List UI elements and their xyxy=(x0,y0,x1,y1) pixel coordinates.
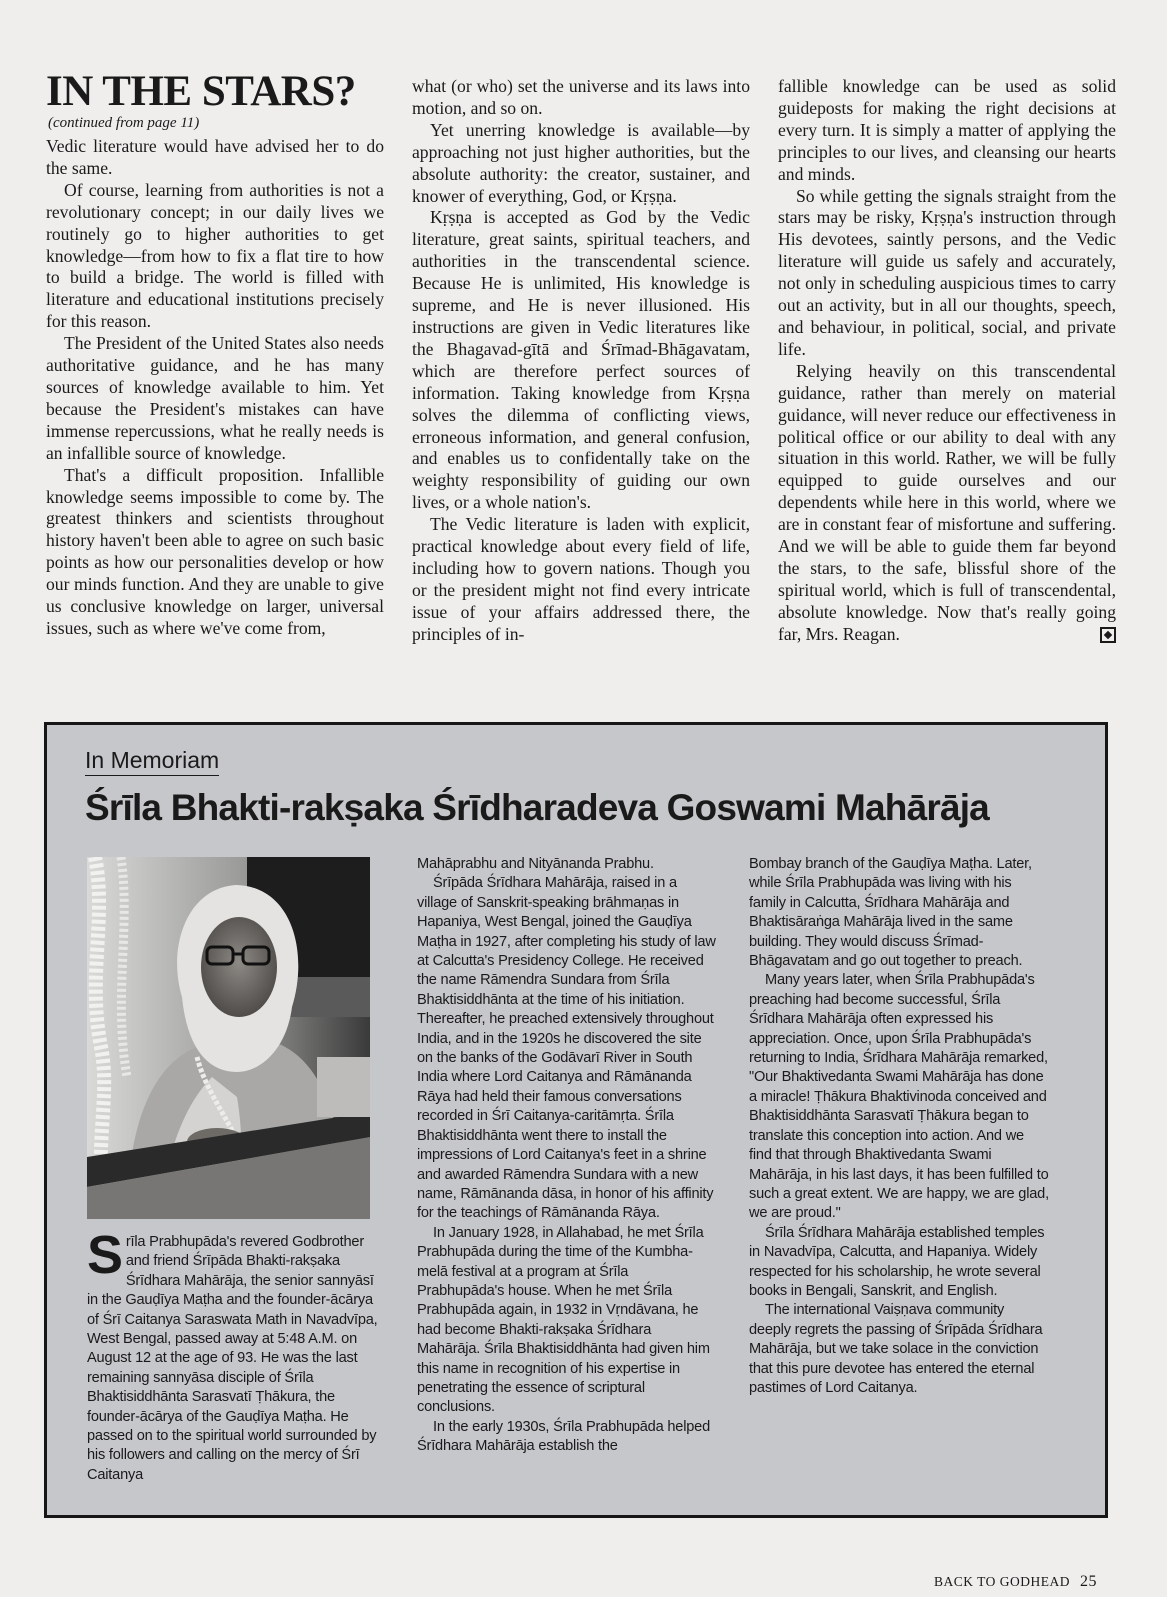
page-number: 25 xyxy=(1080,1573,1097,1590)
memorial-column-2 xyxy=(417,855,717,1457)
article-column-1 xyxy=(46,68,384,640)
memorial-paragraph: Many years later, when Śrīla Prabhupāda's preaching had become successful, Śrīla Śrīdhara Mahārāja often expressed his appreciation. Once, upon Śrīla Prabhupāda's returning to India, Śrīdhara Mahārāja remarked, "Our Bhaktivedanta Swami Mahārāja has done a miracle! Ṭhākura Bhaktivinoda conceived and Bhaktisiddhānta Sarasvatī Ṭhākura began to translate this conception into action. And we find that through Bhaktivedanta Swami Mahārāja, in his last days, it has been fulfilled to such a great extent. We are happy, we are glad, we are proud." xyxy=(749,972,1049,1222)
memorial-paragraph: The international Vaiṣṇava community deeply regrets the passing of Śrīpāda Śrīdhara Mahārāja, but we take solace in the conviction that this pure devotee has entered the eternal pastimes of Lord Caitanya. xyxy=(749,1302,1043,1396)
article-paragraph: what (or who) set the universe and its laws into motion, and so on. xyxy=(412,76,750,118)
memorial-column-3 xyxy=(749,855,1049,1398)
article-column-3 xyxy=(778,76,1116,646)
memorial-paragraph: Śrīpāda Śrīdhara Mahārāja, raised in a village of Sanskrit-speaking brāhmaṇas in Hapaniya, West Bengal, joined the Gauḍīya Maṭha in 1927, after completing his study of law at Calcutta's Presidency College. He received the name Rāmendra Sundara from Śrīla Bhaktisiddhānta at the time of his initiation. Thereafter, he preached extensively throughout India, and in the 1920s he discovered the site on the banks of the Godāvarī River in South India where Lord Caitanya and Rāmānanda Rāya had held their famous conversations recorded in Śrī Caitanya-caritāmṛta. Śrīla Bhaktisiddhānta went there to install the impressions of Lord Caitanya's feet in a shrine and awarded Rāmendra Sundara with a new name, Rāmānanda dāsa, in honor of his affinity for the teachings of Rāmānanda Rāya. xyxy=(417,875,716,1222)
continued-note: (continued from page 11) xyxy=(48,115,200,131)
article-paragraph-text: Relying heavily on this transcendental guidance, rather than merely on material guidance, will never reduce our effectiveness in political office or our ability to deal with any situation in this world. Rather, we will be fully equipped to guide ourselves and our dependents while here in this world, where we are in constant fear of misfortune and suffering. And we will be able to guide them far beyond the stars, to the safe, blissful shore of the spiritual world, which is full of transcendental, absolute knowledge. Now that's really going far, Mrs. Reagan. xyxy=(778,360,1116,644)
article-paragraph: Vedic literature would have advised her to do the same. xyxy=(46,136,384,178)
portrait-photo xyxy=(87,857,370,1219)
article-headline: IN THE STARS? xyxy=(46,68,356,115)
page-footer xyxy=(934,1573,1097,1591)
article-paragraph: The Vedic literature is laden with explicit, practical knowledge about every field of life, including how to govern nations. Though you or the president might not find every intricate issue of your affairs addressed there, the principles of in- xyxy=(412,514,750,644)
memorial-paragraph-text: rīla Prabhupāda's revered Godbrother and friend Śrīpāda Bhakti-rakṣaka Śrīdhara Mahārāja, the senior sannyāsī in the Gauḍīya Maṭha and the founder-ācārya of Śrī Caitanya Saraswata Math in Navadvīpa, West Bengal, passed away at 5:48 A.M. on August 12 at the age of 93. He was the last remaining sannyāsa disciple of Śrīla Bhaktisiddhānta Sarasvatī Ṭhākura, the founder-ācārya of the Gauḍīya Maṭha. He passed on to the spiritual world surrounded by his followers and calling on the mercy of Śrī Caitanya xyxy=(87,1234,378,1483)
article-paragraph: Of course, learning from authorities is not a revolutionary concept; in our daily lives we routinely go to higher authorities to get knowledge—from how to fix a flat tire to how to build a bridge. The world is filled with literature and educational institutions precisely for this reason. xyxy=(46,179,384,332)
article-paragraph: That's a difficult proposition. Infallible knowledge seems impossible to come by. The greatest thinkers and scientists throughout history haven't been able to agree on such basic points as how our personalities develop or how our minds function. And they are unable to give us conclusive knowledge on larger, universal issues, such as where we've come from, xyxy=(46,464,384,638)
article-paragraph: Kṛṣṇa is accepted as God by the Vedic literature, great saints, spiritual teachers, and authorities in the transcendental science. Because He is unlimited, His knowledge is supreme, and He is never illusioned. His instructions are given in Vedic literatures like the Bhagavad-gītā and Śrīmad-Bhāgavatam, which are therefore perfect sources of information. Taking knowledge from Kṛṣṇa solves the dilemma of conflicting views, erroneous information, and general confusion, and enables us to confidentally take on the weighty responsibility of guiding our own lives, or a whole nation's. xyxy=(412,207,750,513)
memorial-paragraph: In the early 1930s, Śrīla Prabhupāda helped Śrīdhara Mahārāja establish the xyxy=(417,1418,710,1455)
memorial-paragraph: In January 1928, in Allahabad, he met Śrīla Prabhupāda during the time of the Kumbha-melā festival at a program at Śrīla Prabhupāda's house. When he met Śrīla Prabhupāda again, in 1932 in Vṛndāvana, he had become Bhakti-rakṣaka Śrīdhara Mahārāja. Śrīla Bhaktisiddhānta had given him this name in recognition of his expertise in penetrating the essence of scriptural conclusions. xyxy=(417,1224,710,1416)
article-paragraph: So while getting the signals straight from the stars may be risky, Kṛṣṇa's instruction through His devotees, saintly persons, and the Vedic literature will guide us safely and accurately, not only in scheduling auspicious times to carry out an activity, but in all our thoughts, speech, and behaviour, in political, social, and private life. xyxy=(778,185,1116,359)
drop-cap: S xyxy=(87,1225,123,1285)
article-paragraph: fallible knowledge can be used as solid guideposts for making the right decisions at every turn. It is simply a matter of applying the principles to our lives, and cleansing our hearts and minds. xyxy=(778,76,1116,184)
publication-name: BACK TO GODHEAD xyxy=(933,1574,1070,1589)
memorial-paragraph: Mahāprabhu and Nityānanda Prabhu. xyxy=(417,856,654,872)
article-paragraph: The President of the United States also needs authoritative guidance, and he has many sources of knowledge available to him. Yet because the President's mistakes can have immense repercussions, what he really needs is an infallible source of knowledge. xyxy=(46,333,384,463)
memorial-paragraph xyxy=(87,1225,379,1485)
memorial-title: Śrīla Bhakti-rakṣaka Śrīdharadeva Goswami Mahārāja xyxy=(85,787,989,828)
memorial-paragraph: Śrīla Śrīdhara Mahārāja established temples in Navadvīpa, Calcutta, and Hapaniya. Widely respected for his scholarship, he wrote several books in Bengali, Sanskrit, and English. xyxy=(749,1224,1045,1299)
memorial-box xyxy=(44,722,1108,1518)
article xyxy=(46,68,1116,678)
article-column-2 xyxy=(412,76,750,646)
article-paragraph xyxy=(778,361,1116,646)
memorial-kicker: In Memoriam xyxy=(85,747,219,776)
memorial-paragraph: Bombay branch of the Gauḍīya Maṭha. Later, while Śrīla Prabhupāda was living with his family in Calcutta, Śrīdhara Mahārāja and Bhaktisāraṅga Mahārāja lived in the same building. They would discuss Śrīmad-Bhāgavatam and go out together to preach. xyxy=(749,856,1032,970)
end-mark-icon xyxy=(1100,627,1116,643)
article-paragraph: Yet unerring knowledge is available—by approaching not just higher authorities, but the absolute authority: the creator, sustainer, and knower of everything, God, or Kṛṣṇa. xyxy=(412,119,750,206)
memorial-column-1 xyxy=(87,1225,379,1485)
